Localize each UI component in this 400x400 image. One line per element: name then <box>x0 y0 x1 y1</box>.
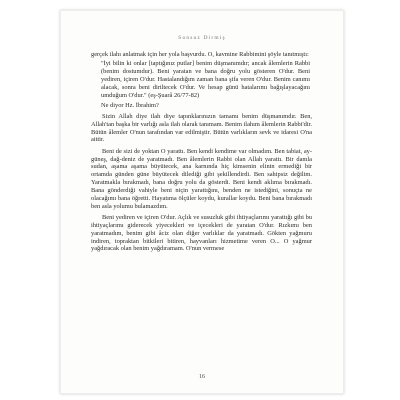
paragraph-provision: Beni yediren ve içiren O'dur. Açlık ve susuzluk gibi ihtiyaçlarımı yarattığı gibi bu ihtiyaçlarımı giderecek yiyecekleri ve içecekleri de yaratan O'dur. Rızkımı ben yaratmadım, benim gibi âciz olan diğer varlıklar da yaratmadı. Gökten yağmuru indiren, topraktan bitkileri bitiren, hayvanları hizmetime veren O... O yağmur yağdıracak olan benim yağdıramam. O'nun vermese <box>91 214 312 253</box>
paragraph-idols: Sizin Allah diye ilah diye tapınklarınızın tamamı benim düşmanımdır. Ben, Allah'tan başka bir varlığı asla ilah olarak tanımam. Benim ilahım âlemlerin Rabbi'dir. Bütün âlemler O'nun tarafından var edilmiştir. Bütün varlıkların sevk ve idaresi O'na aittir. <box>91 112 312 144</box>
paragraph-question: Ne diyor Hz. İbrahim? <box>101 101 159 109</box>
page-number: 16 <box>199 374 205 380</box>
paragraph-intro: gerçek ilahı anlatmak için her yola başvurdu. O, kavmine Rabbimini şöyle tanıtmıştı: <box>91 51 309 58</box>
running-title: Sonsuz Dirmiş <box>178 35 226 41</box>
paragraph-creation: Beni de sizi de yoktan O yarattı. Ben kendi kendime var olmadım. Ben tabiat, ay-güneş, dağ-deniz de yaratmadı. Ben âlemlerin Rabbi olan Allah yarattı. Bir damla sudan, aşama aşama büyütecek, ana karnında hiç kimsenin elinin ermediği bir ortamda günden güne büyütecek dilediği gibi şekillendirdi. Ben sahipsiz değilim. Yaratmakla bırakmadı, bana doğru yolu da gösterdi. Beni kendi aklıma bırakmadı. Bana gönderdiği vahiyle beni niçin yarattığını, benden ne istediğini, sonuçta ne olacağımı bana öğretti. Hayatıma ölçüler koydu, kurallar koydu. Beni bana bırakmadı ben asla yolumu bulamazdım. <box>91 147 312 210</box>
quote-block: "İyi bilin ki onlar [taptığınız putlar] benim düşmanımdır; ancak âlemlerin Rabbi (benim dostumdur). Beni yaratan ve bana doğru yolu gösteren O'dur. Beni yediren, içiren O'dur. Hastalandığım zaman bana şifa veren O'dur. Benim canımı alacak, sonra beni diriltecek O'dur. Ve hesap günü hatalarımı bağışlayacağını umduğum O'dur." (eş-Şuarâ 26/77-82) <box>101 60 310 99</box>
book-page <box>60 10 344 394</box>
page-body <box>91 51 312 253</box>
